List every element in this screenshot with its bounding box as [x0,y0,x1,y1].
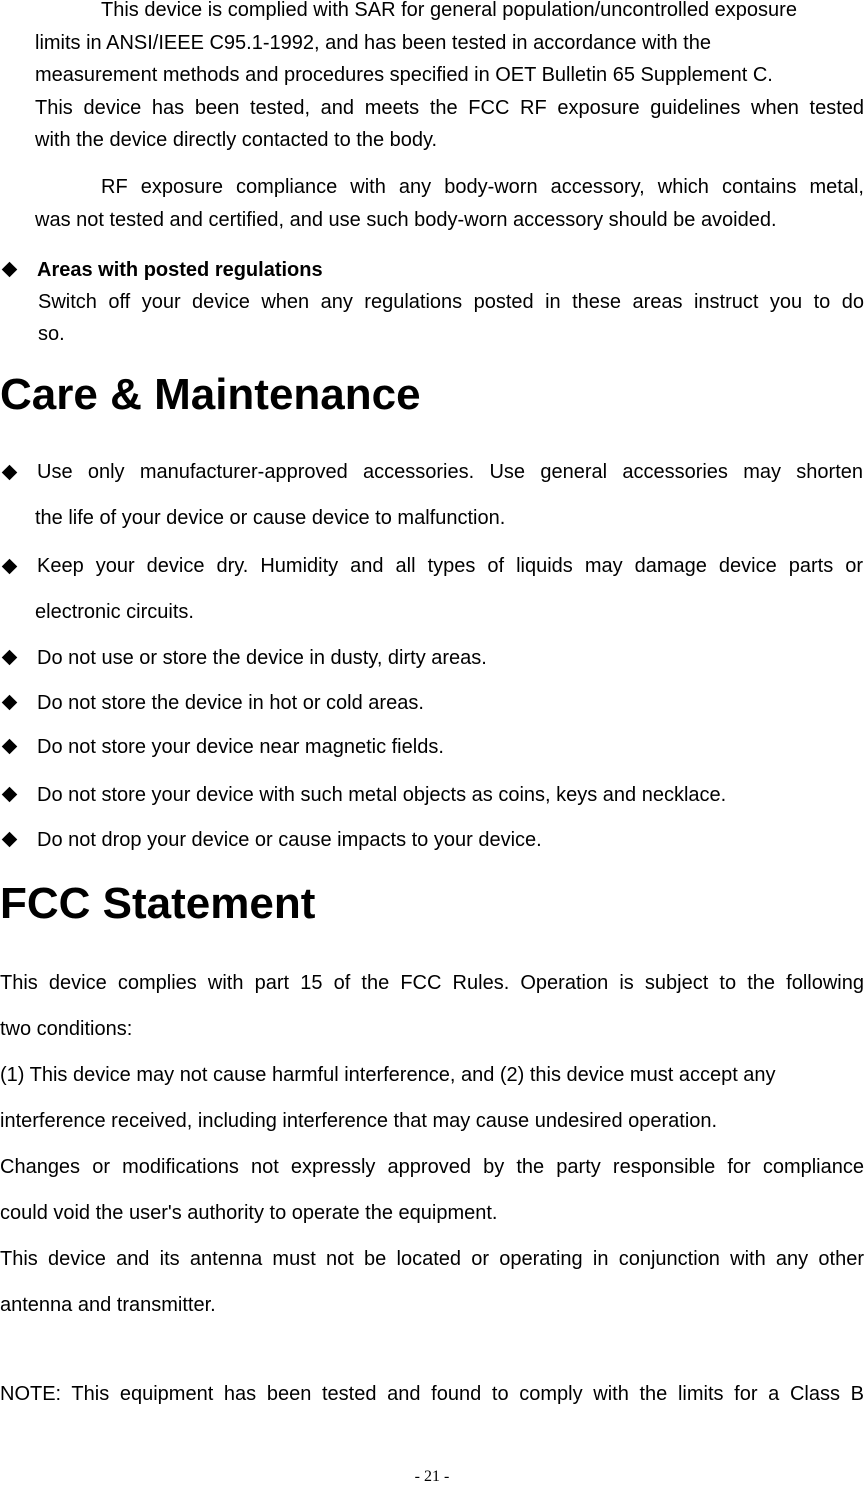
diamond-bullet-icon [2,695,18,711]
care-item-text: Do not use or store the device in dusty, dirty areas. [37,647,487,669]
areas-title: Areas with posted regulations [37,259,323,281]
diamond-bullet-icon [2,559,18,575]
fcc-body [0,960,864,1328]
page-number: - 21 - [414,1468,450,1485]
fcc-line: (1) This device may not cause harmful interference, and (2) this device must accept any [0,1064,776,1086]
care-item-text: Keep your device dry. Humidity and all types of liquids may damage device parts or electronic circuits. [35,555,863,623]
body-worn-line: was not tested and certified, and use such body-worn accessory should be avoided. [35,208,777,231]
care-item-text: Do not drop your device or cause impacts to your device. [37,829,542,851]
sar-line: This device is complied with SAR for general population/uncontrolled exposure [101,0,797,21]
care-item-text: Use only manufacturer-approved accessories. Use general accessories may shorten the life of your device or cause device to malfunction. [35,461,863,529]
fcc-note [0,1371,864,1417]
fcc-line: interference received, including interference that may cause undesired operation. [0,1110,718,1132]
fcc-note-line: NOTE: This equipment has been tested and found to comply with the limits for a Class B [0,1383,864,1405]
sar-line: This device has been tested, and meets the FCC RF exposure guidelines when tested [35,96,864,119]
body-worn-line: RF exposure compliance with any body-worn accessory, which contains metal, [101,176,864,198]
fcc-line: two conditions: [0,1018,133,1040]
fcc-line: This device complies with part 15 of the FCC Rules. Operation is subject to the following [0,972,864,994]
diamond-bullet-icon [2,650,18,666]
areas-line: so. [38,323,65,345]
fcc-line: could void the user's authority to operate the equipment. [0,1202,498,1224]
care-item-text: Do not store your device with such metal objects as coins, keys and necklace. [37,784,727,806]
sar-line: limits in ANSI/IEEE C95.1-1992, and has been tested in accordance with the [35,31,711,54]
diamond-bullet-icon [2,465,18,481]
areas-line: Switch off your device when any regulations posted in these areas instruct you to do [38,291,864,313]
sar-line: measurement methods and procedures specified in OET Bulletin 65 Supplement C. [35,64,773,86]
diamond-bullet-icon [2,262,18,278]
fcc-line: antenna and transmitter. [0,1294,216,1316]
diamond-bullet-icon [2,787,18,803]
sar-line: with the device directly contacted to the body. [35,129,438,151]
care-heading: Care & Maintenance [0,370,421,419]
diamond-bullet-icon [2,739,18,755]
fcc-heading: FCC Statement [0,879,316,928]
body-worn-paragraph [35,171,864,236]
care-item-text: Do not store your device near magnetic fields. [37,736,444,758]
areas-text [37,254,864,350]
sar-paragraph [35,0,864,157]
fcc-line: This device and its antenna must not be located or operating in conjunction with any other [0,1248,864,1270]
care-item-text: Do not store the device in hot or cold areas. [37,692,424,714]
fcc-line: Changes or modifications not expressly approved by the party responsible for compliance [0,1156,864,1178]
diamond-bullet-icon [2,832,18,848]
